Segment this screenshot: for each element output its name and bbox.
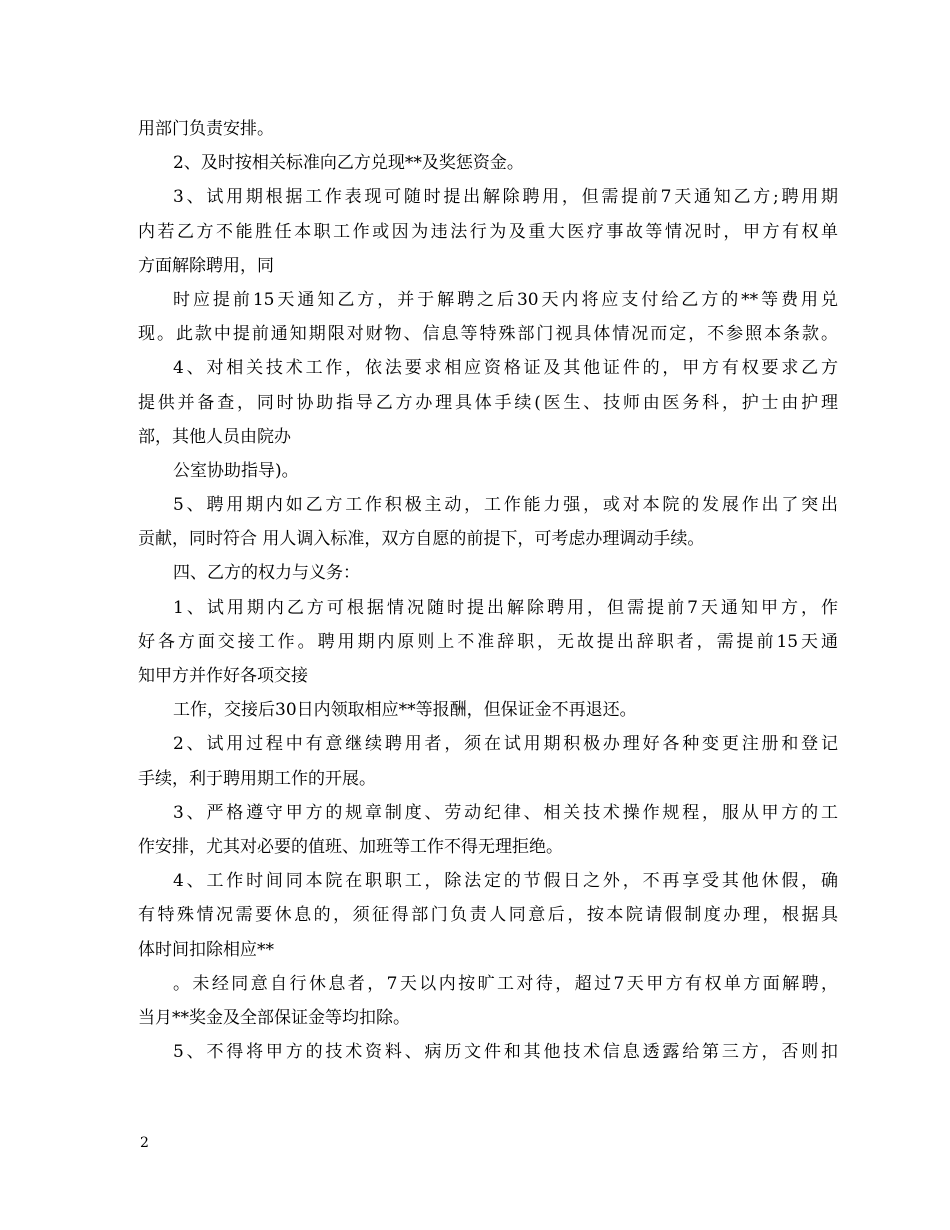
text-line: 好各方面交接工作。聘用期内原则上不准辞职，无故提出辞职者，需提前15天通 [138,631,838,652]
text-line: 2、及时按相关标准向乙方兑现**及奖惩资金。 [173,153,524,174]
text-line: 。未经同意自行休息者，7天以内按旷工对待，超过7天甲方有权单方面解聘， [173,973,838,994]
page-number: 2 [140,1135,149,1151]
text-line: 3、试用期根据工作表现可随时提出解除聘用，但需提前7天通知乙方;聘用期 [173,187,838,208]
text-line: 体时间扣除相应** [138,939,274,960]
document-body [138,112,838,1069]
text-line: 手续，利于聘用期工作的开展。 [138,768,376,789]
text-line: 用部门负责安排。 [138,119,274,139]
text-line: 5、不得将甲方的技术资料、病历文件和其他技术信息透露给第三方，否则扣 [173,1042,838,1063]
text-line: 作安排，尤其对必要的值班、加班等工作不得无理拒绝。 [138,836,563,857]
text-line: 知甲方并作好各项交接 [138,666,308,686]
text-line: 3、严格遵守甲方的规章制度、劳动纪律、相关技术操作规程，服从甲方的工 [173,802,838,823]
text-line: 工作，交接后30日内领取相应**等报酬，但保证金不再退还。 [173,700,637,721]
text-line: 时应提前15天通知乙方，并于解聘之后30天内将应支付给乙方的**等费用兑 [173,289,838,310]
text-line: 有特殊情况需要休息的，须征得部门负责人同意后，按本院请假制度办理，根据具 [138,905,838,926]
text-line: 4、工作时间同本院在职职工，除法定的节假日之外，不再享受其他休假，确 [173,871,838,892]
text-line: 当月**奖金及全部保证金等均扣除。 [138,1007,410,1028]
text-line: 公室协助指导)。 [173,460,299,481]
text-line: 5、聘用期内如乙方工作积极主动，工作能力强，或对本院的发展作出了突出 [173,495,838,516]
text-line: 内若乙方不能胜任本职工作或因为违法行为及重大医疗事故等情况时，甲方有权单 [138,221,838,242]
text-line: 贡献，同时符合 用人调入标准，双方自愿的前提下，可考虑办理调动手续。 [138,529,705,550]
text-line: 4、对相关技术工作，依法要求相应资格证及其他证件的，甲方有权要求乙方 [173,358,838,379]
text-line: 1、试用期内乙方可根据情况随时提出解除聘用，但需提前7天通知甲方，作 [173,597,838,618]
text-line: 2、试用过程中有意继续聘用者，须在试用期积极办理好各种变更注册和登记 [173,734,838,755]
text-line: 提供并备查，同时协助指导乙方办理具体手续(医生、技师由医务科，护士由护理 [138,392,838,413]
text-line: 现。此款中提前通知期限对财物、信息等特殊部门视具体情况而定，不参照本条款。 [138,324,838,345]
text-line: 方面解除聘用，同 [138,255,274,276]
text-line: 四、乙方的权力与义务： [173,563,360,584]
text-line: 部，其他人员由院办 [138,426,291,447]
